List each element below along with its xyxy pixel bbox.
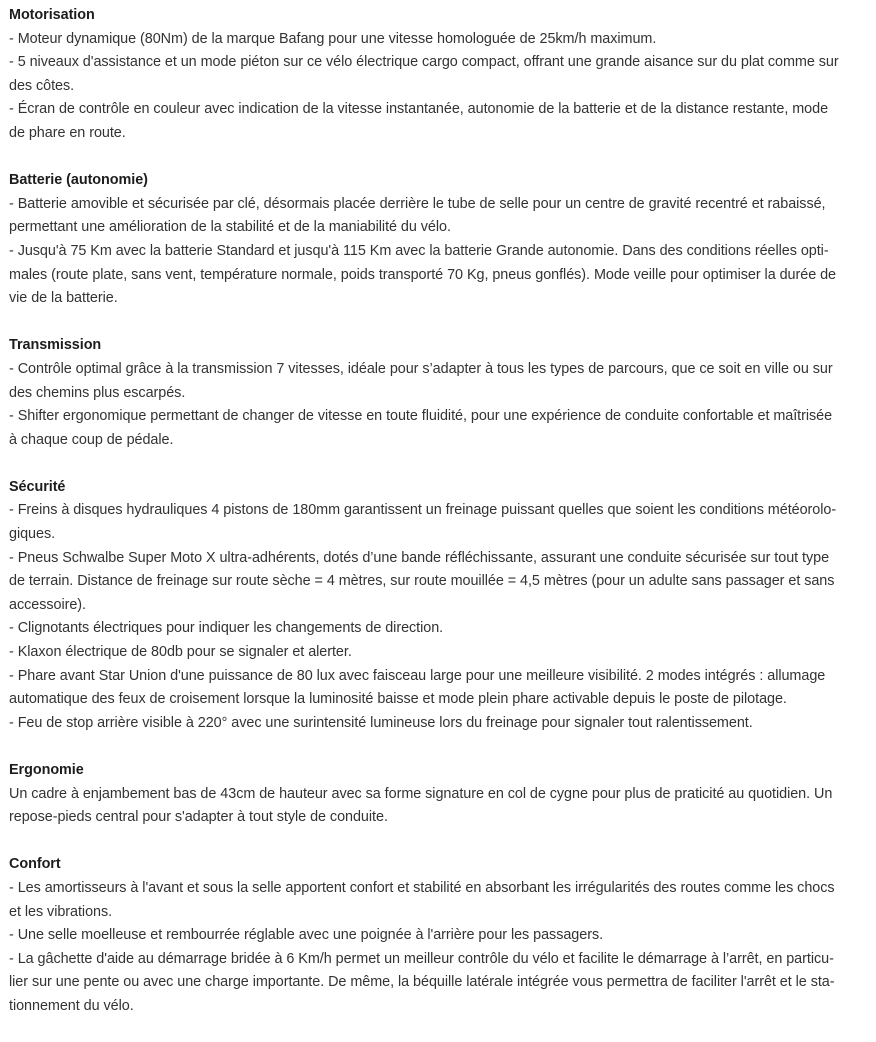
text-line: - Contrôle optimal grâce à la transmission 7 vitesses, idéale pour s’adapter à tous les types de parcours, que ce soit en ville ou sur bbox=[9, 360, 833, 377]
section-transmission bbox=[9, 334, 876, 452]
text-line: males (route plate, sans vent, température normale, poids transporté 70 Kg, pneus gonflés). Mode veille pour optimiser la durée de bbox=[9, 266, 837, 283]
text-line: tionnement du vélo. bbox=[9, 997, 134, 1014]
section-title: Confort bbox=[9, 856, 61, 873]
section-batterie bbox=[9, 169, 876, 311]
text-line: vie de la batterie. bbox=[9, 290, 118, 307]
section-title: Sécurité bbox=[9, 478, 66, 495]
text-line: - Les amortisseurs à l'avant et sous la selle apportent confort et stabilité en absorbant les irrégularités des routes comme les chocs bbox=[9, 879, 835, 896]
section-motorisation bbox=[9, 4, 876, 146]
text-line: - Shifter ergonomique permettant de changer de vitesse en toute fluidité, pour une expérience de conduite confortable et maîtrisée bbox=[9, 408, 833, 425]
section-ergonomie bbox=[9, 759, 876, 830]
text-line: - Phare avant Star Union d'une puissance de 80 lux avec faisceau large pour une meilleure visibilité. 2 modes intégrés : allumage bbox=[9, 667, 826, 684]
product-description bbox=[9, 4, 876, 1042]
text-line: - Batterie amovible et sécurisée par clé, désormais placée derrière le tube de selle pour un centre de gravité recentré et rabaissé, bbox=[9, 195, 826, 212]
text-line: - Écran de contrôle en couleur avec indication de la vitesse instantanée, autonomie de la batterie et de la distance restante, mode bbox=[9, 101, 829, 118]
section-securite bbox=[9, 476, 876, 736]
section-title: Batterie (autonomie) bbox=[9, 172, 148, 189]
text-line: lier sur une pente ou avec une charge importante. De même, la béquille latérale intégrée vous permettra de faciliter l'arrêt et le sta- bbox=[9, 974, 835, 991]
text-line: et les vibrations. bbox=[9, 903, 113, 920]
text-line: - Jusqu'à 75 Km avec la batterie Standard et jusqu'à 115 Km avec la batterie Grande autonomie. Dans des conditions réelles opti- bbox=[9, 242, 829, 259]
text-line: - Clignotants électriques pour indiquer les changements de direction. bbox=[9, 620, 444, 637]
section-confort bbox=[9, 853, 876, 1018]
text-line: - Freins à disques hydrauliques 4 pistons de 180mm garantissent un freinage puissant quelles que soient les conditions météorolo- bbox=[9, 502, 837, 519]
text-line: giques. bbox=[9, 526, 56, 543]
text-line: automatique des feux de croisement lorsque la luminosité baisse et mode plein phare activable depuis le poste de pilotage. bbox=[9, 691, 787, 708]
text-line: - Feu de stop arrière visible à 220° avec une surintensité lumineuse lors du freinage pour signaler tout ralentissement. bbox=[9, 714, 753, 731]
text-line: de phare en route. bbox=[9, 124, 126, 141]
text-line: de terrain. Distance de freinage sur route sèche = 4 mètres, sur route mouillée = 4,5 mètres (pour un adulte sans passager et sans bbox=[9, 573, 835, 590]
text-line: - 5 niveaux d'assistance et un mode piéton sur ce vélo électrique cargo compact, offrant une grande aisance sur du plat comme sur bbox=[9, 54, 839, 71]
text-line: - Moteur dynamique (80Nm) de la marque Bafang pour une vitesse homologuée de 25km/h maximum. bbox=[9, 30, 657, 47]
text-line: Un cadre à enjambement bas de 43cm de hauteur avec sa forme signature en col de cygne pour plus de praticité au quotidien. Un bbox=[9, 785, 833, 802]
text-line: permettant une amélioration de la stabilité et de la maniabilité du vélo. bbox=[9, 219, 451, 236]
text-line: à chaque coup de pédale. bbox=[9, 431, 174, 448]
text-line: - Klaxon électrique de 80db pour se signaler et alerter. bbox=[9, 644, 352, 661]
text-line: repose-pieds central pour s'adapter à tout style de conduite. bbox=[9, 809, 388, 826]
section-title: Ergonomie bbox=[9, 762, 84, 778]
text-line: accessoire). bbox=[9, 596, 86, 613]
text-line: - Pneus Schwalbe Super Moto X ultra-adhérents, dotés d’une bande réfléchissante, assurant une conduite sécurisée sur tout type bbox=[9, 549, 830, 566]
text-line: - La gâchette d'aide au démarrage bridée à 6 Km/h permet un meilleur contrôle du vélo et facilite le démarrage à l’arrêt, en particu- bbox=[9, 950, 834, 967]
text-line: - Une selle moelleuse et rembourrée réglable avec une poignée à l'arrière pour les passagers. bbox=[9, 927, 604, 944]
text-line: des côtes. bbox=[9, 77, 75, 94]
section-title: Transmission bbox=[9, 337, 102, 354]
section-title: Motorisation bbox=[9, 7, 95, 23]
text-line: des chemins plus escarpés. bbox=[9, 384, 186, 401]
